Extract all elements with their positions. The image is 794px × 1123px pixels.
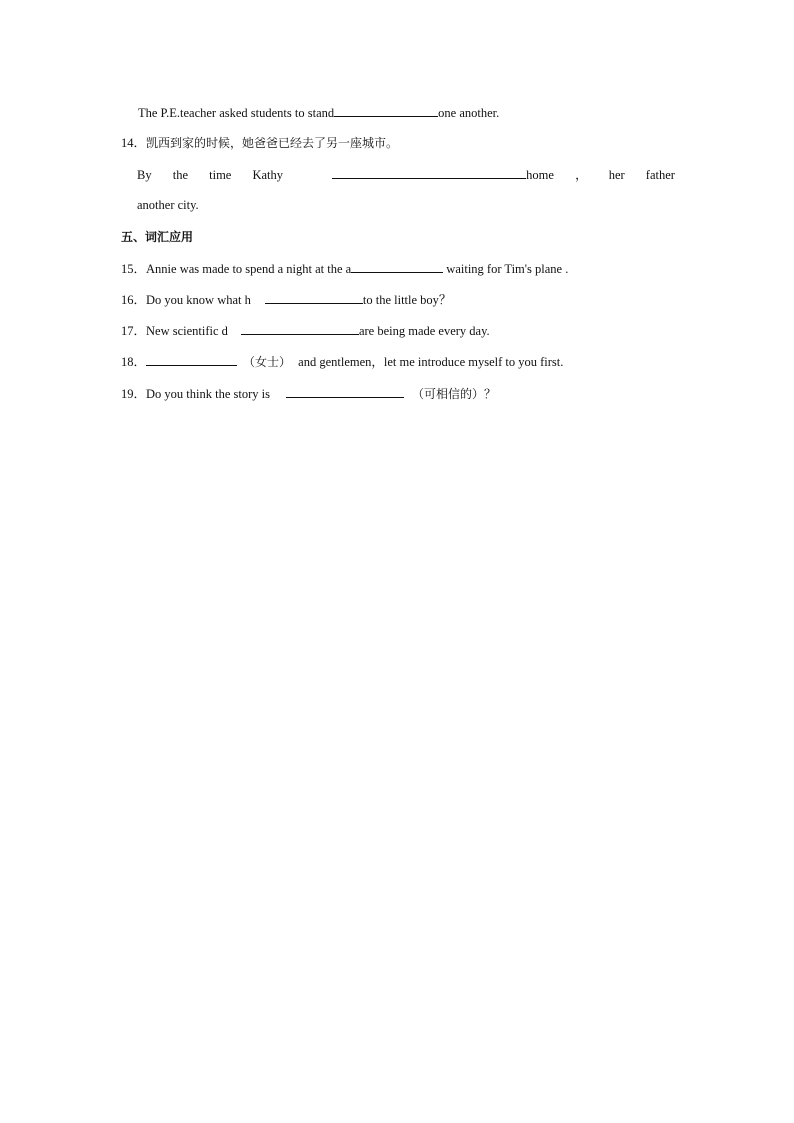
q14-word: time [209, 168, 232, 182]
q14-word: By [137, 168, 152, 182]
q14-word: the [172, 168, 188, 182]
q14-word: ， [575, 168, 588, 182]
q14-word: her [608, 168, 625, 182]
q17-text-after: are being made every day. [358, 324, 490, 338]
q14-answer-blank[interactable] [332, 166, 526, 179]
q14-chinese-text: 凯西到家的时候，她爸爸已经去了另一座城市。 [146, 136, 399, 150]
q18-text-after: and gentlemen，let me introduce myself to you first. [295, 355, 564, 369]
q19-hint: （可相信的）？ [411, 387, 496, 401]
q16-sentence [121, 291, 451, 308]
q14-word: Kathy [252, 168, 284, 182]
q19-answer-blank[interactable] [286, 385, 404, 398]
section-heading: 五、词汇应用 [121, 230, 194, 244]
q18-number: 18． [121, 355, 147, 369]
q13-text-after: one another. [438, 106, 500, 120]
q17-text-before: New scientific d [146, 324, 228, 338]
q17-sentence [121, 322, 490, 339]
q19-text-before: Do you think the story is [146, 387, 270, 401]
q18-sentence [121, 353, 563, 370]
q19-number: 19． [121, 387, 147, 401]
q14-word: father [645, 168, 675, 182]
q16-text-before: Do you know what h [146, 293, 251, 307]
q18-hint: （女士） [243, 355, 292, 369]
q14-word: home [526, 168, 554, 182]
q15-text-before: Annie was made to spend a night at the a [146, 262, 352, 276]
q16-number: 16． [121, 293, 147, 307]
q15-text-after: waiting for Tim's plane . [443, 262, 569, 276]
q16-answer-blank[interactable] [265, 291, 363, 304]
q13-text-before: The P.E.teacher asked students to stand [138, 106, 335, 120]
q14-number: 14． [121, 136, 147, 150]
q13-answer-blank[interactable] [334, 104, 438, 117]
q18-answer-blank[interactable] [146, 353, 237, 366]
q13-sentence [138, 104, 499, 121]
q14-blank-group [304, 166, 554, 183]
q15-sentence [121, 260, 568, 277]
q17-number: 17． [121, 324, 147, 338]
q15-answer-blank[interactable] [351, 260, 443, 273]
q14-prompt [121, 135, 398, 151]
q14-english-line [137, 166, 675, 183]
q16-text-after: to the little boy？ [362, 293, 452, 307]
q15-number: 15． [121, 262, 147, 276]
q17-answer-blank[interactable] [241, 322, 359, 335]
q14-english-line2: another city. [137, 198, 199, 212]
q19-sentence [121, 385, 496, 402]
